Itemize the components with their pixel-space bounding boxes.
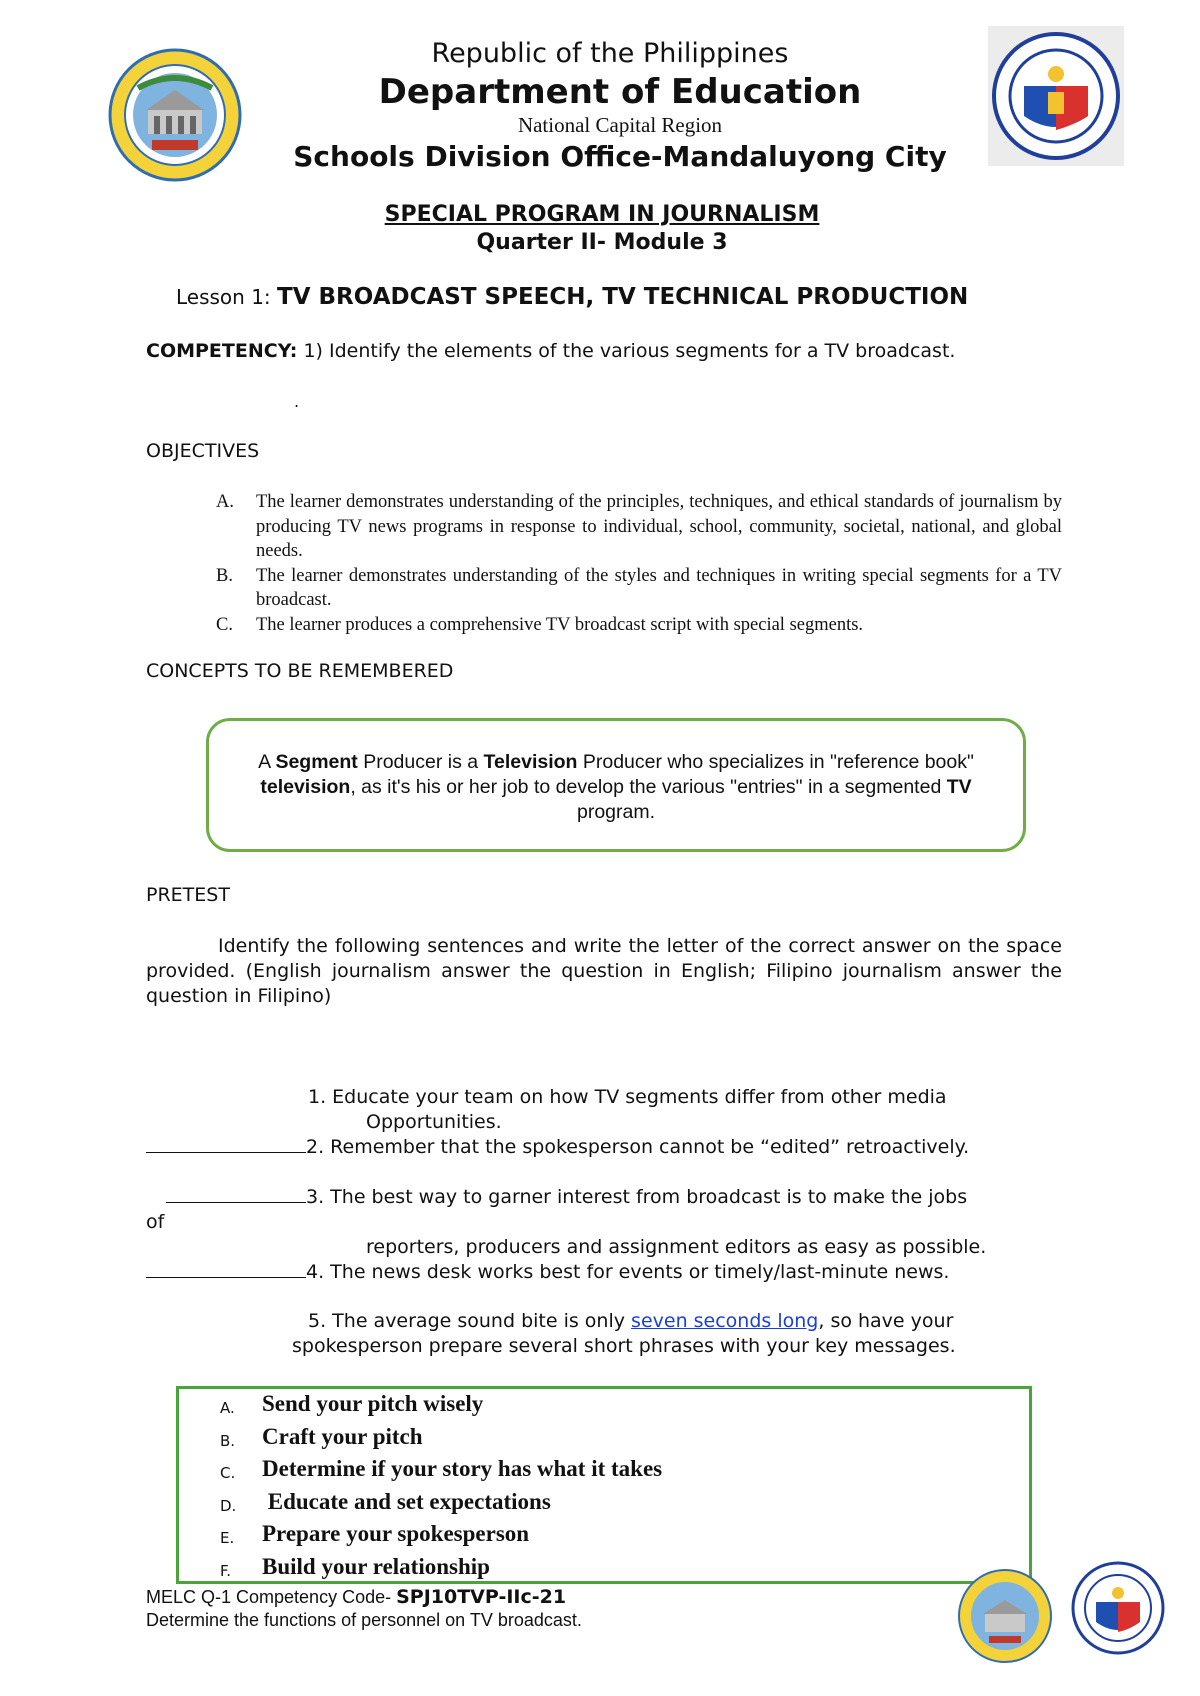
question-3-of: of xyxy=(146,1211,165,1233)
objectives-heading: OBJECTIVES xyxy=(146,440,260,462)
objective-text: The learner demonstrates understanding of the principles, techniques, and ethical standards of journalism by producing TV news programs in response to individual, school, community, societal, national, and global needs. xyxy=(256,492,1062,561)
question-3: 3. The best way to garner interest from broadcast is to make the jobs xyxy=(146,1186,967,1208)
objective-letter: C. xyxy=(216,614,233,635)
lesson-prefix: Lesson 1: xyxy=(176,285,271,309)
objective-letter: A. xyxy=(216,492,234,512)
competency xyxy=(146,340,955,362)
answer-blank[interactable] xyxy=(166,1201,306,1203)
program-title: SPECIAL PROGRAM IN JOURNALISM xyxy=(384,202,820,227)
question-5: 5. The average sound bite is only seven seconds long, so have your xyxy=(308,1310,954,1332)
department-heading: Department of Education xyxy=(378,72,862,112)
stray-dot: . xyxy=(294,392,300,411)
deped-seal-small xyxy=(1070,1560,1166,1656)
choices-list xyxy=(220,1390,662,1585)
region-heading: National Capital Region xyxy=(517,113,723,137)
question-5-cont: spokesperson prepare several short phrases with your key messages. xyxy=(292,1335,956,1357)
objective-item xyxy=(216,564,1062,613)
choice-item: D. Educate and set expectations xyxy=(220,1488,551,1515)
seven-seconds-link[interactable]: seven seconds long xyxy=(631,1310,819,1332)
objective-text: The learner demonstrates understanding of the styles and techniques in writing special segments for a TV broadcast. xyxy=(256,565,1062,610)
answer-blank[interactable] xyxy=(146,1151,306,1153)
lesson-title xyxy=(176,284,968,310)
question-1: 1. Educate your team on how TV segments differ from other media xyxy=(308,1086,947,1108)
footer-code: MELC Q-1 Competency Code- SPJ10TVP-IIc-21 xyxy=(146,1586,567,1608)
pretest-instructions: Identify the following sentences and write the letter of the correct answer on the space provided. (English journalism answer the question in English; Filipino journalism answer the question in Filipino) xyxy=(146,935,1062,1007)
objectives-list xyxy=(216,490,1062,637)
republic-heading: Republic of the Philippines xyxy=(431,38,789,69)
pretest-heading: PRETEST xyxy=(146,884,230,906)
concept-text: A Segment Producer is a Television Producer who specializes in "reference book" television, as it's his or her job to develop the various "entries" in a segmented TV program. xyxy=(258,751,974,823)
question-3-cont: reporters, producers and assignment editors as easy as possible. xyxy=(366,1236,987,1258)
objective-text: The learner produces a comprehensive TV broadcast script with special segments. xyxy=(256,614,864,635)
quarter-title: Quarter II- Module 3 xyxy=(476,230,728,255)
question-2: 2. Remember that the spokesperson cannot be “edited” retroactively. xyxy=(146,1136,969,1158)
choice-item: A. Send your pitch wisely xyxy=(220,1391,484,1417)
question-4: 4. The news desk works best for events or timely/last-minute news. xyxy=(146,1261,949,1283)
choice-item: E. Prepare your spokesperson xyxy=(220,1521,530,1547)
choice-item: B. Craft your pitch xyxy=(220,1423,423,1450)
objective-item xyxy=(216,613,1062,638)
footer-description: Determine the functions of personnel on TV broadcast. xyxy=(146,1610,582,1630)
answer-blank[interactable] xyxy=(146,1276,306,1278)
choice-item: C. Determine if your story has what it takes xyxy=(220,1456,663,1482)
concepts-heading: CONCEPTS TO BE REMEMBERED xyxy=(146,660,454,682)
competency-text: 1) Identify the elements of the various segments for a TV broadcast. xyxy=(303,340,956,362)
objective-letter: B. xyxy=(216,565,233,586)
question-1-cont: Opportunities. xyxy=(366,1111,502,1133)
division-heading: Schools Division Office-Mandaluyong City xyxy=(293,140,947,173)
sdo-mandaluyong-seal-small xyxy=(957,1568,1053,1664)
choice-item: F. Build your relationship xyxy=(220,1553,490,1580)
objective-item xyxy=(216,490,1062,564)
lesson-name: TV BROADCAST SPEECH, TV TECHNICAL PRODUCTION xyxy=(277,284,969,310)
competency-label: COMPETENCY: xyxy=(146,340,298,362)
